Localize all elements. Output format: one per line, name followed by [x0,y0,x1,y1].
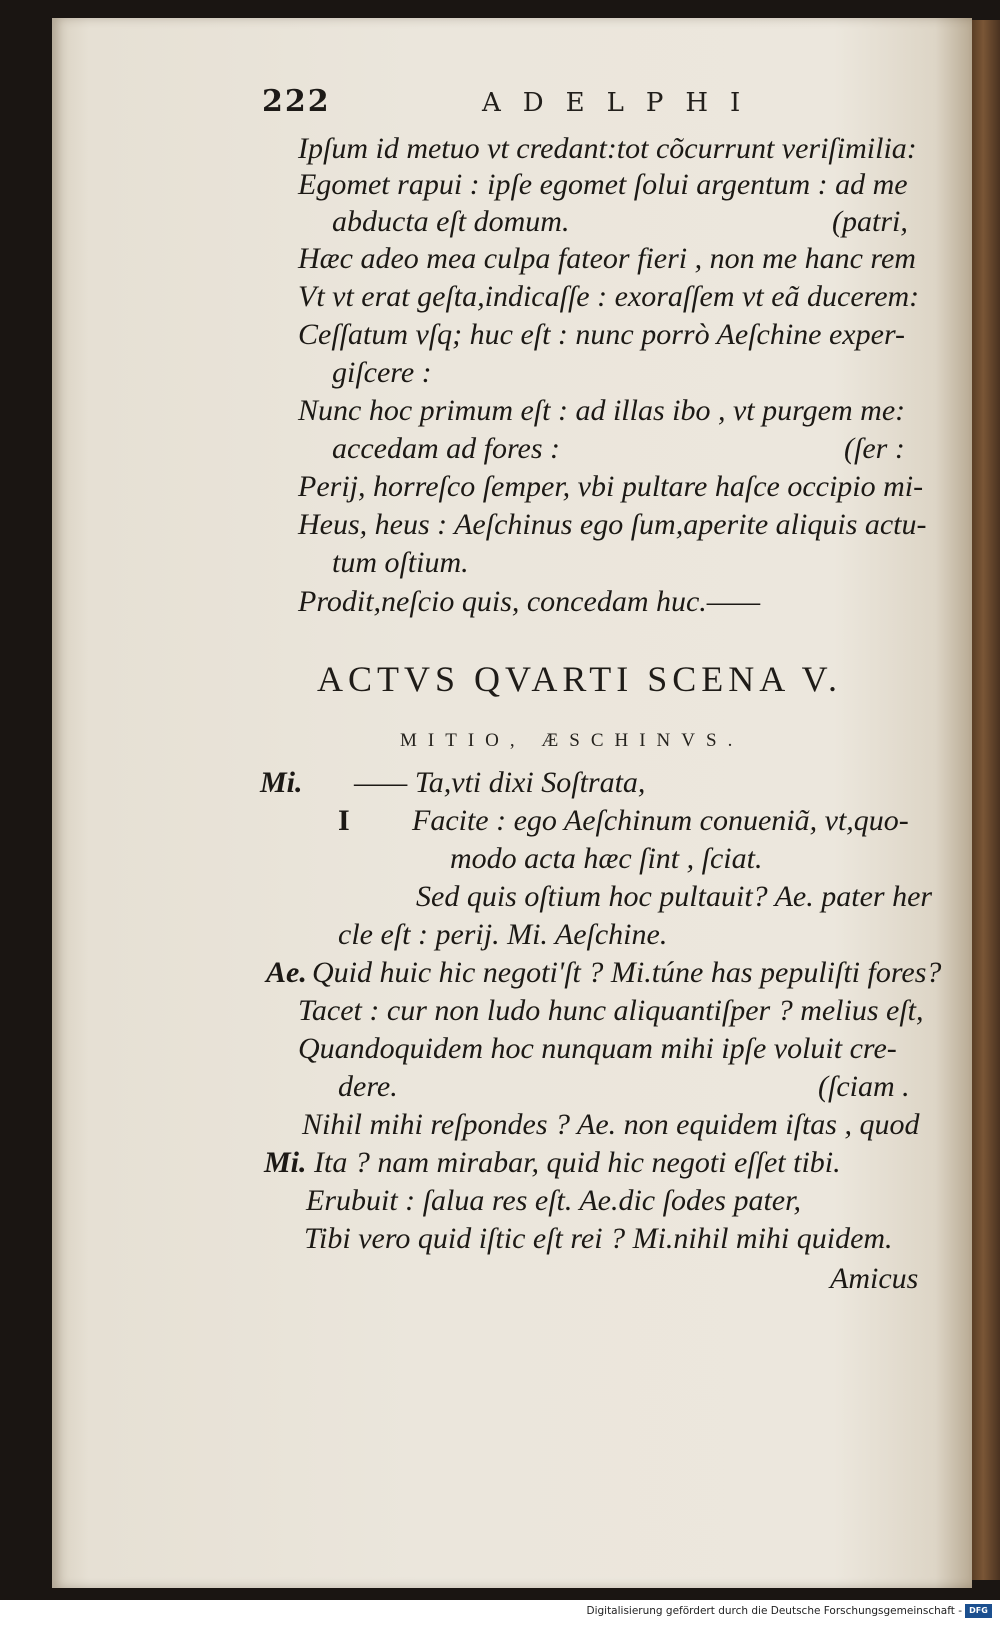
scene-heading: ACTVS QVARTI SCENA V. [317,659,842,699]
verse-turnover: (ſciam . [818,1070,910,1103]
verse-text: Facite : ego Aeſchinum conueniã, vt,quo- [412,804,909,837]
verse-text: Tibi vero quid iſtic eſt rei ? Mi.nihil mihi quidem. [304,1222,893,1255]
verse-text: Nihil mihi reſpondes ? Ae. non equidem iſtas , quod [302,1108,920,1141]
book-edge [972,20,1000,1580]
verse-text: Heus, heus : Aeſchinus ego ſum,aperite aliquis actu- [298,508,927,541]
verse-text: Perij, horreſco ſemper, vbi pultare haſce occipio mi- [298,470,924,503]
verse-text: —— Ta,vti dixi Soſtrata, [354,766,646,799]
dfg-logo: DFG [965,1604,992,1618]
verse-text: Hæc adeo mea culpa fateor fieri , non me hanc rem [298,242,916,275]
speaker-label: Ae. [266,956,307,989]
verse-text: Quid huic hic negoti'ſt ? Mi.túne has pepuliſti fores? [312,956,942,989]
verse-text: Tacet : cur non ludo hunc aliquantiſper ? melius eſt, [298,994,924,1027]
verse-text: giſcere : [332,356,432,389]
page-number: 222 [262,84,331,119]
running-title: ADELPHI [482,88,763,118]
verse-text: Erubuit : ſalua res eſt. Ae.dic ſodes pater, [306,1184,801,1217]
verse-turnover: (ſer : [844,432,905,465]
verse-text: Prodit,neſcio quis, concedam huc.—— [298,585,761,618]
verse-text: Sed quis oſtium hoc pultauit? Ae. pater her [416,880,933,913]
verse-number: I [338,804,350,837]
speaker-label: Mi. [260,766,303,799]
verse-text: Nunc hoc primum eſt : ad illas ibo , vt purgem me: [298,394,906,427]
book-page [52,18,972,1588]
verse-text: Ceſſatum vſq; huc eſt : nunc porrò Aeſchine exper- [298,318,906,351]
verse-text: Egomet rapui : ipſe egomet ſolui argentum : ad me [298,168,908,201]
verse-turnover: (patri, [832,205,908,238]
catchword: Amicus [830,1262,919,1295]
digitization-footer [0,1600,1000,1625]
verse-text: Ipſum id metuo vt credant:tot cõcurrunt veriſimilia: [298,132,917,165]
funding-credit: Digitalisierung gefördert durch die Deutsche Forschungsgemeinschaft - [586,1605,962,1617]
verse-text: Vt vt erat geſta,indicaſſe : exoraſſem vt eã ducerem: [298,280,920,313]
verse-text: cle eſt : perij. Mi. Aeſchine. [338,918,668,951]
verse-text: Ita ? nam mirabar, quid hic negoti eſſet tibi. [314,1146,841,1179]
verse-text: modo acta hæc ſint , ſciat. [450,842,763,875]
verse-text: tum oſtium. [332,546,469,579]
verse-text: dere. [338,1070,398,1103]
verse-text: Quandoquidem hoc nunquam mihi ipſe voluit cre- [298,1032,897,1065]
scene-characters: MITIO, ÆSCHINVS. [400,730,744,751]
verse-text: abducta eſt domum. [332,205,570,238]
verse-text: accedam ad fores : [332,432,560,465]
speaker-label: Mi. [264,1146,307,1179]
